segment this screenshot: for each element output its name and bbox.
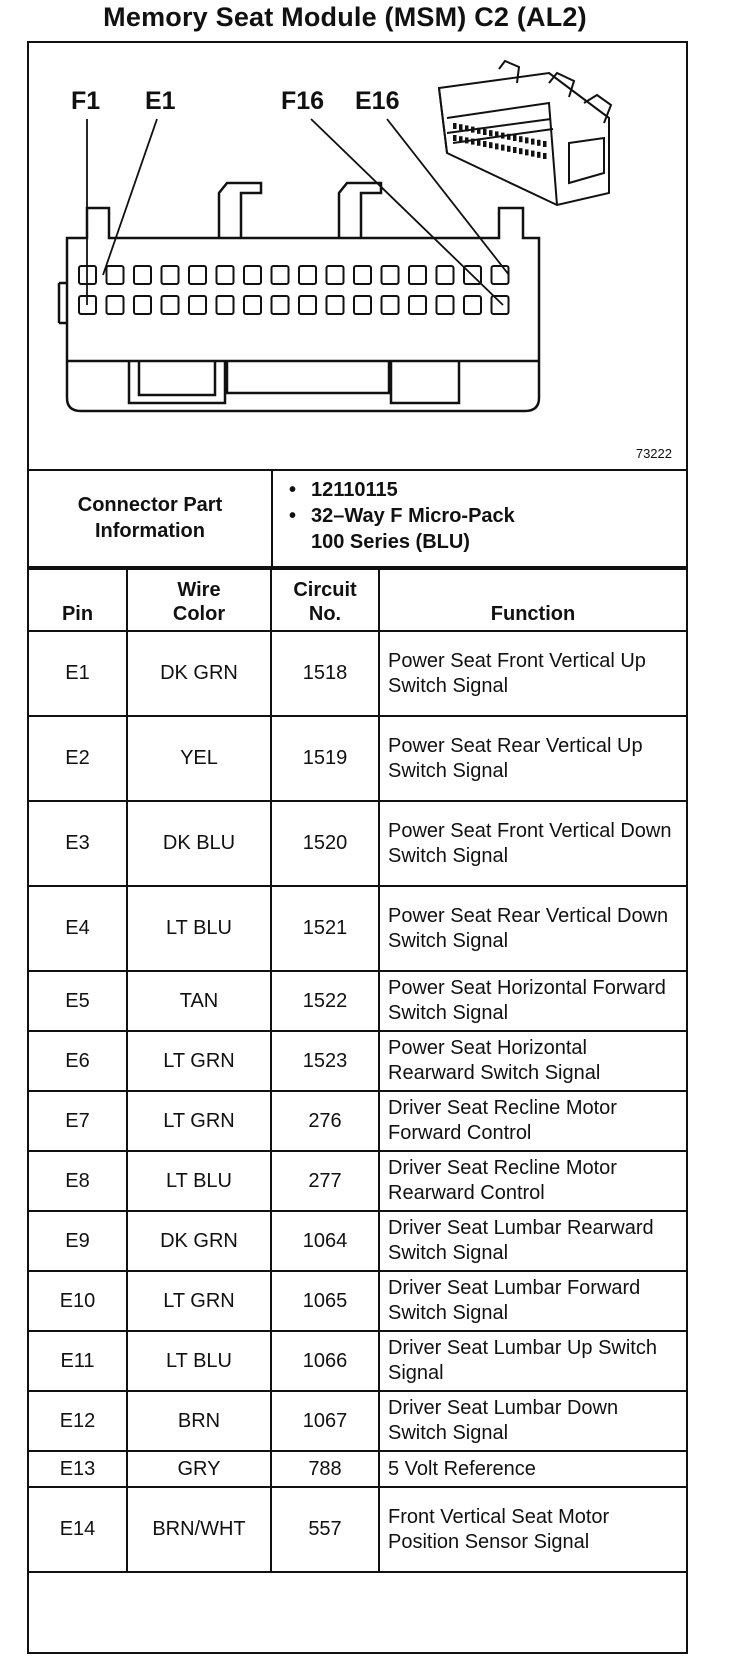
function-cell: Driver Seat Lumbar Down Switch Signal bbox=[379, 1391, 686, 1451]
circuit-cell: 1064 bbox=[271, 1211, 379, 1271]
table-row bbox=[29, 971, 686, 1031]
bottom-key bbox=[129, 361, 225, 403]
iso-pin-cavity bbox=[507, 146, 511, 152]
wire-color-cell: LT GRN bbox=[127, 1271, 271, 1331]
pin-cavity bbox=[272, 296, 289, 314]
pin-label-e16: E16 bbox=[355, 87, 400, 115]
function-cell: Front Vertical Seat Motor Position Sensor Signal bbox=[379, 1487, 686, 1572]
function-cell: Power Seat Rear Vertical Down Switch Signal bbox=[379, 886, 686, 971]
iso-pin-cavity bbox=[531, 139, 535, 145]
iso-pin-cavity bbox=[537, 152, 541, 158]
pin-cavity bbox=[464, 296, 481, 314]
connector-type: • 32–Way F Micro-Pack bbox=[311, 503, 686, 529]
connector-series: 100 Series (BLU) bbox=[311, 531, 470, 553]
header-pin: Pin bbox=[29, 569, 127, 631]
circuit-cell: 1518 bbox=[271, 631, 379, 716]
pin-cell: E14 bbox=[29, 1487, 127, 1572]
circuit-cell: 1065 bbox=[271, 1271, 379, 1331]
iso-pin-cavity bbox=[453, 135, 457, 141]
pin-cavity bbox=[217, 296, 234, 314]
pin-cell: E13 bbox=[29, 1451, 127, 1487]
pin-cavity bbox=[492, 266, 509, 284]
pin-cell: E8 bbox=[29, 1151, 127, 1211]
iso-pin-cavity bbox=[513, 147, 517, 153]
function-cell: Driver Seat Lumbar Rearward Switch Signal bbox=[379, 1211, 686, 1271]
iso-pin-cavity bbox=[543, 141, 547, 147]
iso-pin-cavity bbox=[483, 141, 487, 147]
function-cell: Driver Seat Recline Motor Forward Control bbox=[379, 1091, 686, 1151]
connector-info-list bbox=[272, 469, 686, 567]
pin-cavity bbox=[244, 296, 261, 314]
pin-cell: E1 bbox=[29, 631, 127, 716]
pin-label-e1: E1 bbox=[145, 87, 176, 115]
pin-cell: E12 bbox=[29, 1391, 127, 1451]
pin-cavity bbox=[162, 266, 179, 284]
pin-cavity bbox=[189, 296, 206, 314]
pin-cell: E11 bbox=[29, 1331, 127, 1391]
connector-document bbox=[27, 41, 688, 1654]
pin-cell: E5 bbox=[29, 971, 127, 1031]
wire-color-cell: LT BLU bbox=[127, 1151, 271, 1211]
wire-color-cell: LT GRN bbox=[127, 1031, 271, 1091]
pin-cavity bbox=[354, 266, 371, 284]
pin-label-f16: F16 bbox=[281, 87, 325, 115]
wire-color-cell: LT GRN bbox=[127, 1091, 271, 1151]
pin-cavity bbox=[217, 266, 234, 284]
function-cell: Power Seat Horizontal Rearward Switch Signal bbox=[379, 1031, 686, 1091]
table-row bbox=[29, 631, 686, 716]
circuit-cell: 1523 bbox=[271, 1031, 379, 1091]
wire-color-cell: DK GRN bbox=[127, 1211, 271, 1271]
table-row bbox=[29, 1451, 686, 1487]
function-cell: Power Seat Front Vertical Down Switch Signal bbox=[379, 801, 686, 886]
pin-cavity bbox=[409, 266, 426, 284]
table-row bbox=[29, 716, 686, 801]
wire-color-cell: YEL bbox=[127, 716, 271, 801]
pin-cavity bbox=[134, 296, 151, 314]
pin-cavity bbox=[437, 266, 454, 284]
wire-color-cell: DK GRN bbox=[127, 631, 271, 716]
header-wire-color: Wire Color bbox=[127, 569, 271, 631]
iso-pin-cavity bbox=[453, 123, 457, 129]
pin-cell: E7 bbox=[29, 1091, 127, 1151]
function-cell: Driver Seat Lumbar Forward Switch Signal bbox=[379, 1271, 686, 1331]
part-number: • 12110115 bbox=[311, 477, 686, 503]
iso-pin-cavity bbox=[519, 136, 523, 142]
page-title: Memory Seat Module (MSM) C2 (AL2) bbox=[103, 2, 587, 32]
pin-cavity bbox=[354, 296, 371, 314]
connector-diagram bbox=[29, 43, 686, 471]
iso-pin-cavity bbox=[531, 151, 535, 157]
pin-cavity bbox=[437, 296, 454, 314]
iso-pin-cavity bbox=[483, 129, 487, 135]
iso-pin-cavity bbox=[477, 128, 481, 134]
table-row bbox=[29, 1271, 686, 1331]
pin-cavity bbox=[382, 296, 399, 314]
table-row bbox=[29, 801, 686, 886]
pin-cell: E3 bbox=[29, 801, 127, 886]
circuit-cell: 1519 bbox=[271, 716, 379, 801]
iso-pin-cavity bbox=[459, 124, 463, 130]
table-header-row bbox=[29, 569, 686, 631]
wire-color-cell: LT BLU bbox=[127, 1331, 271, 1391]
connector-info-label: Connector Part Information bbox=[29, 469, 272, 567]
pin-cavity bbox=[272, 266, 289, 284]
pin-cavity bbox=[327, 266, 344, 284]
pin-cell: E4 bbox=[29, 886, 127, 971]
iso-pin-cavity bbox=[465, 137, 469, 143]
pin-label-f1: F1 bbox=[71, 87, 101, 115]
iso-pin-cavity bbox=[507, 134, 511, 140]
pin-cavity bbox=[134, 266, 151, 284]
header-function: Function bbox=[379, 569, 686, 631]
table-row bbox=[29, 1211, 686, 1271]
circuit-cell: 788 bbox=[271, 1451, 379, 1487]
connector-isometric-sketch bbox=[439, 61, 611, 205]
table-row bbox=[29, 1031, 686, 1091]
iso-pin-cavity bbox=[513, 135, 517, 141]
wire-color-cell: TAN bbox=[127, 971, 271, 1031]
iso-pin-cavity bbox=[471, 139, 475, 145]
wire-color-cell: LT BLU bbox=[127, 886, 271, 971]
iso-pin-cavity bbox=[477, 140, 481, 146]
iso-pin-cavity bbox=[471, 127, 475, 133]
pin-cavity bbox=[382, 266, 399, 284]
iso-pin-cavity bbox=[543, 153, 547, 159]
pin-cavity bbox=[492, 296, 509, 314]
table-row bbox=[29, 1091, 686, 1151]
pin-cavity bbox=[189, 266, 206, 284]
iso-pin-cavity bbox=[495, 143, 499, 149]
leader-e1 bbox=[103, 119, 157, 275]
table-row bbox=[29, 1487, 686, 1572]
pin-cavity bbox=[162, 296, 179, 314]
pin-cavity bbox=[409, 296, 426, 314]
function-cell: Power Seat Horizontal Forward Switch Signal bbox=[379, 971, 686, 1031]
iso-pin-cavity bbox=[489, 142, 493, 148]
iso-pin-cavity bbox=[501, 133, 505, 139]
function-cell: Power Seat Front Vertical Up Switch Signal bbox=[379, 631, 686, 716]
table-row bbox=[29, 1391, 686, 1451]
pin-cavity bbox=[299, 296, 316, 314]
iso-pin-cavity bbox=[537, 140, 541, 146]
circuit-cell: 1067 bbox=[271, 1391, 379, 1451]
header-circuit: Circuit No. bbox=[271, 569, 379, 631]
pin-cavity bbox=[327, 296, 344, 314]
left-latch bbox=[219, 183, 261, 238]
iso-pin-cavity bbox=[489, 130, 493, 136]
connector-part-information bbox=[29, 469, 686, 568]
table-row bbox=[29, 886, 686, 971]
figure-number: 73222 bbox=[635, 446, 672, 461]
iso-pin-cavity bbox=[459, 136, 463, 142]
iso-pin-cavity bbox=[519, 148, 523, 154]
table-row bbox=[29, 1331, 686, 1391]
circuit-cell: 276 bbox=[271, 1091, 379, 1151]
pinout-table bbox=[29, 568, 686, 1573]
pin-cavity bbox=[107, 296, 124, 314]
pin-cell: E9 bbox=[29, 1211, 127, 1271]
wire-color-cell: DK BLU bbox=[127, 801, 271, 886]
wire-color-cell: GRY bbox=[127, 1451, 271, 1487]
circuit-cell: 1522 bbox=[271, 971, 379, 1031]
pin-cavity bbox=[299, 266, 316, 284]
circuit-cell: 557 bbox=[271, 1487, 379, 1572]
function-cell: 5 Volt Reference bbox=[379, 1451, 686, 1487]
circuit-cell: 277 bbox=[271, 1151, 379, 1211]
iso-pin-cavity bbox=[525, 137, 529, 143]
iso-pin-cavity bbox=[495, 131, 499, 137]
iso-pin-cavity bbox=[525, 149, 529, 155]
pin-cell: E10 bbox=[29, 1271, 127, 1331]
pin-cell: E2 bbox=[29, 716, 127, 801]
circuit-cell: 1066 bbox=[271, 1331, 379, 1391]
function-cell: Power Seat Rear Vertical Up Switch Signal bbox=[379, 716, 686, 801]
iso-pin-cavity bbox=[501, 145, 505, 151]
pin-cell: E6 bbox=[29, 1031, 127, 1091]
function-cell: Driver Seat Lumbar Up Switch Signal bbox=[379, 1331, 686, 1391]
iso-pin-cavity bbox=[465, 125, 469, 131]
pin-cavity bbox=[244, 266, 261, 284]
circuit-cell: 1521 bbox=[271, 886, 379, 971]
function-cell: Driver Seat Recline Motor Rearward Control bbox=[379, 1151, 686, 1211]
wire-color-cell: BRN/WHT bbox=[127, 1487, 271, 1572]
pin-cavity bbox=[107, 266, 124, 284]
table-row bbox=[29, 1151, 686, 1211]
right-latch bbox=[339, 183, 381, 238]
circuit-cell: 1520 bbox=[271, 801, 379, 886]
wire-color-cell: BRN bbox=[127, 1391, 271, 1451]
